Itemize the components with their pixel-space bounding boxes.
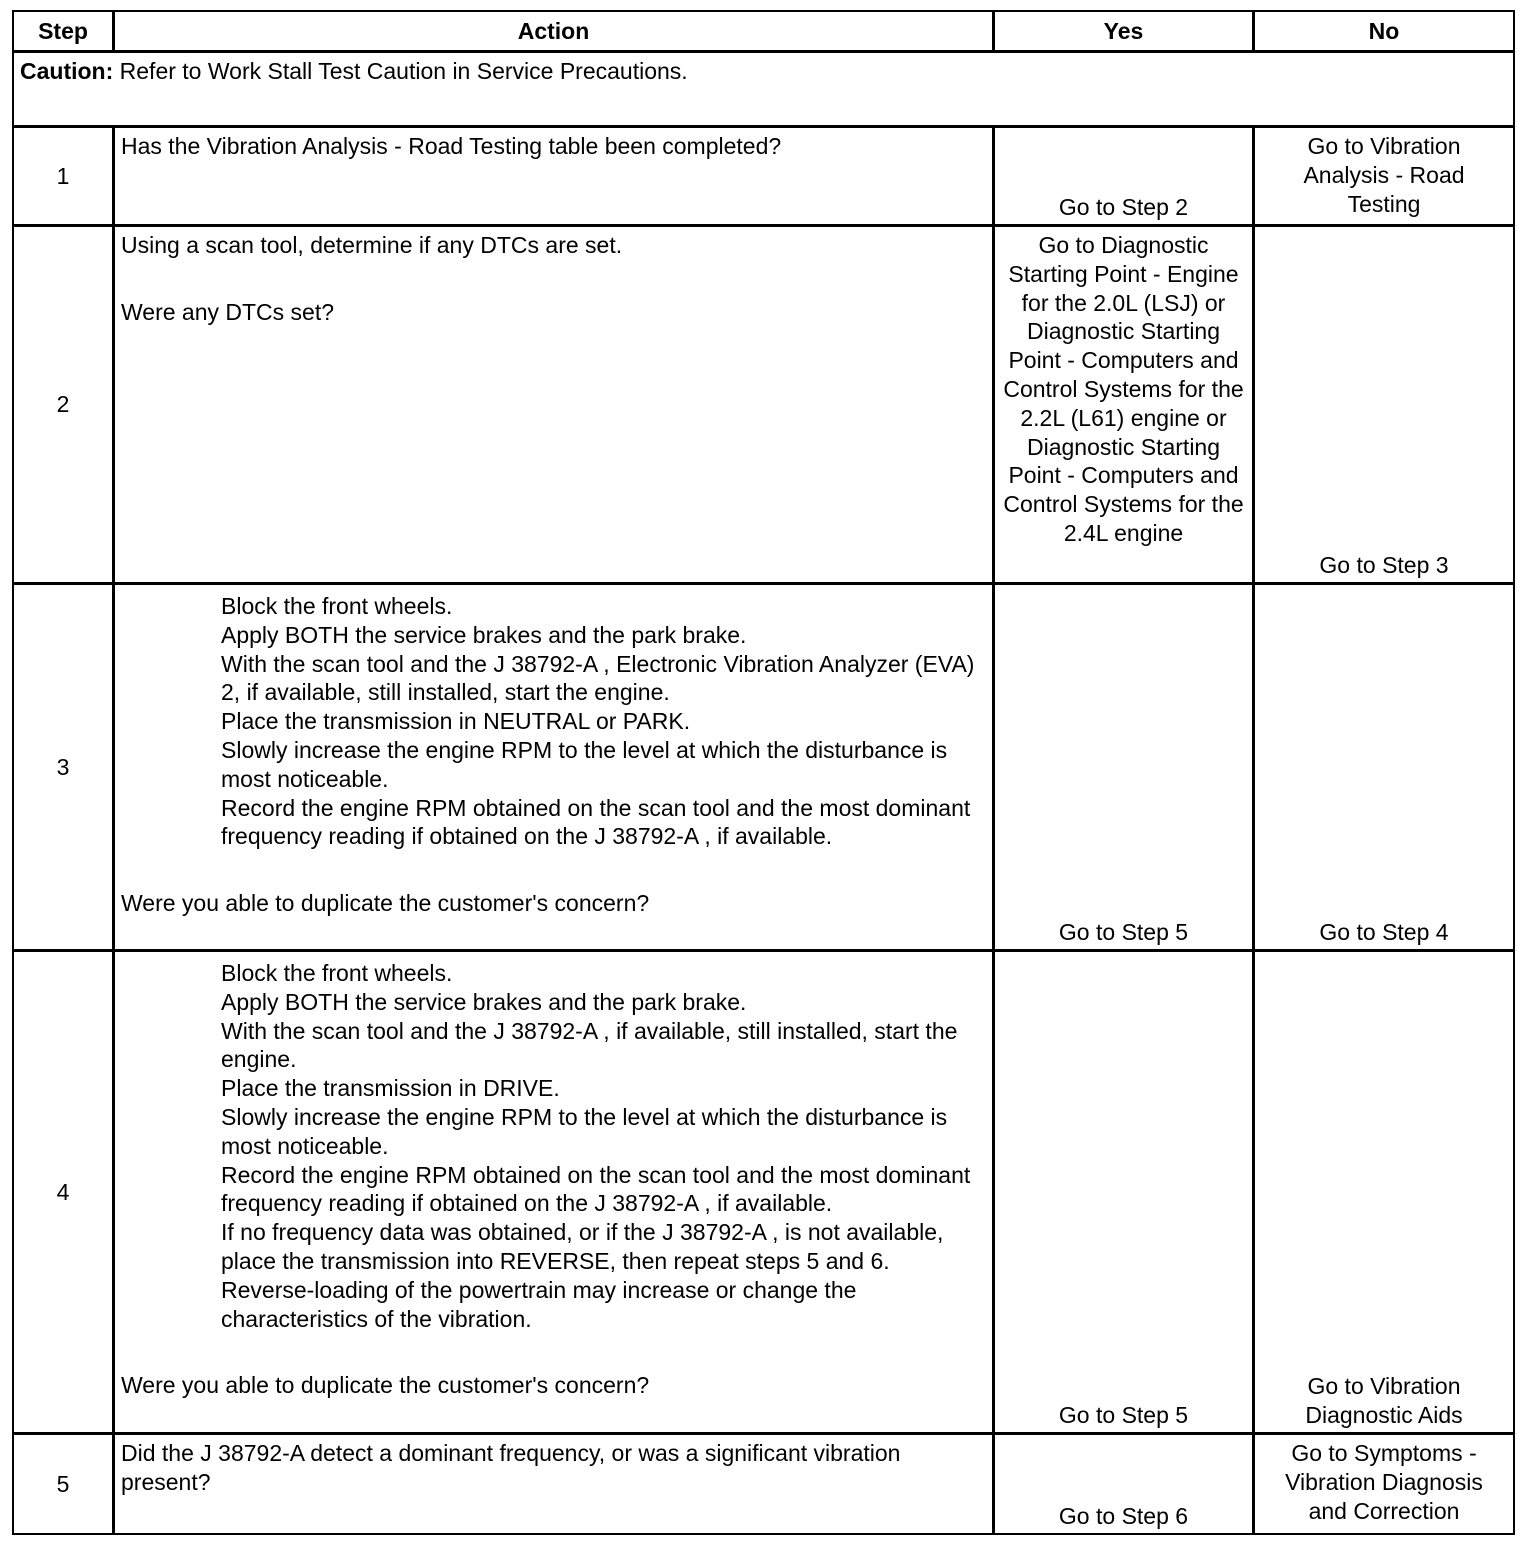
- action-cell: [115, 227, 992, 582]
- action-question: Has the Vibration Analysis - Road Testing table been completed?: [121, 133, 782, 159]
- action-steps-list: [121, 592, 986, 851]
- list-item: Place the transmission in NEUTRAL or PARK.: [221, 708, 691, 735]
- list-item: Block the front wheels.: [221, 960, 453, 986]
- action-steps-list: [121, 959, 986, 1333]
- no-cell: [1255, 952, 1513, 1432]
- header-no: No: [1368, 17, 1400, 44]
- action-cell: [115, 585, 992, 949]
- list-item: Apply BOTH the service brakes and the park brake.: [221, 988, 747, 1015]
- step-number: 1: [56, 162, 70, 189]
- list-item: Block the front wheels.: [221, 593, 453, 619]
- diagnostic-table: [12, 10, 1515, 1535]
- step-number: 2: [56, 391, 70, 418]
- list-item: Apply BOTH the service brakes and the park brake.: [221, 621, 747, 648]
- caution-note: [20, 57, 1500, 117]
- no-link[interactable]: Go to Step 4: [1319, 919, 1449, 946]
- action-cell: [115, 128, 992, 224]
- list-item: Record the engine RPM obtained on the scan tool and the most dominant frequency reading if obtained on the J 38792-A , if available.: [221, 794, 971, 850]
- yes-link[interactable]: Go to Diagnostic Starting Point - Engine for the 2.0L (LSJ) or Diagnostic Starting Point - Computers and Control Systems for the 2.2L (L61) engine or Diagnostic Starting Point - Computers and Control Systems for the 2.4L engine: [1003, 232, 1244, 546]
- yes-cell: [995, 585, 1252, 949]
- list-item: Record the engine RPM obtained on the scan tool and the most dominant frequency reading if obtained on the J 38792-A , if available.: [221, 1161, 971, 1217]
- list-item: With the scan tool and the J 38792-A , Electronic Vibration Analyzer (EVA) 2, if available, still installed, start the engine.: [221, 650, 975, 706]
- step-number: 3: [56, 753, 70, 780]
- no-link[interactable]: Go to Vibration Diagnostic Aids: [1305, 1373, 1463, 1429]
- action-cell: [115, 1435, 992, 1533]
- yes-link[interactable]: Go to Step 5: [1058, 1402, 1189, 1429]
- yes-link[interactable]: Go to Step 6: [1058, 1503, 1189, 1530]
- no-link[interactable]: Go to Step 3: [1319, 552, 1449, 579]
- no-cell: [1255, 227, 1513, 582]
- yes-link[interactable]: Go to Step 5: [1058, 919, 1189, 946]
- caution-text: Refer to Work Stall Test Caution in Service Precautions.: [113, 58, 688, 84]
- list-item: If no frequency data was obtained, or if the J 38792-A , is not available, place the transmission into REVERSE, then repeat steps 5 and 6. Reverse-loading of the powertrain may increase or change the characteristics of the vibration.: [221, 1219, 944, 1332]
- action-cell: [115, 952, 992, 1432]
- action-question: Did the J 38792-A detect a dominant frequency, or was a significant vibration present?: [121, 1440, 901, 1495]
- caution-label: Caution:: [20, 58, 114, 84]
- no-cell: [1255, 128, 1513, 224]
- no-cell: [1255, 585, 1513, 949]
- header-step: Step: [38, 17, 88, 44]
- yes-cell: [995, 128, 1252, 224]
- action-question: Were you able to duplicate the customer's concern?: [121, 1372, 650, 1399]
- no-link[interactable]: Go to Symptoms - Vibration Diagnosis and Correction: [1285, 1440, 1483, 1524]
- action-question: Were you able to duplicate the customer's concern?: [121, 890, 650, 917]
- no-link[interactable]: Go to Vibration Analysis - Road Testing: [1303, 133, 1465, 217]
- yes-cell: [995, 1435, 1252, 1533]
- action-question: Were any DTCs set?: [121, 298, 335, 325]
- yes-cell: [995, 952, 1252, 1432]
- no-cell: [1255, 1435, 1513, 1533]
- list-item: Slowly increase the engine RPM to the level at which the disturbance is most noticeable.: [221, 1103, 948, 1159]
- yes-cell: [995, 227, 1252, 582]
- list-item: Slowly increase the engine RPM to the level at which the disturbance is most noticeable.: [221, 736, 948, 792]
- yes-link[interactable]: Go to Step 2: [1058, 194, 1189, 221]
- header-yes: Yes: [1103, 17, 1144, 44]
- list-item: With the scan tool and the J 38792-A , if available, still installed, start the engine.: [221, 1017, 958, 1073]
- action-instruction: Using a scan tool, determine if any DTCs are set.: [121, 232, 623, 258]
- row-divider: [14, 50, 1513, 53]
- step-number: 5: [56, 1470, 70, 1497]
- list-item: Place the transmission in DRIVE.: [221, 1075, 560, 1102]
- header-action: Action: [517, 17, 590, 44]
- step-number: 4: [56, 1178, 70, 1205]
